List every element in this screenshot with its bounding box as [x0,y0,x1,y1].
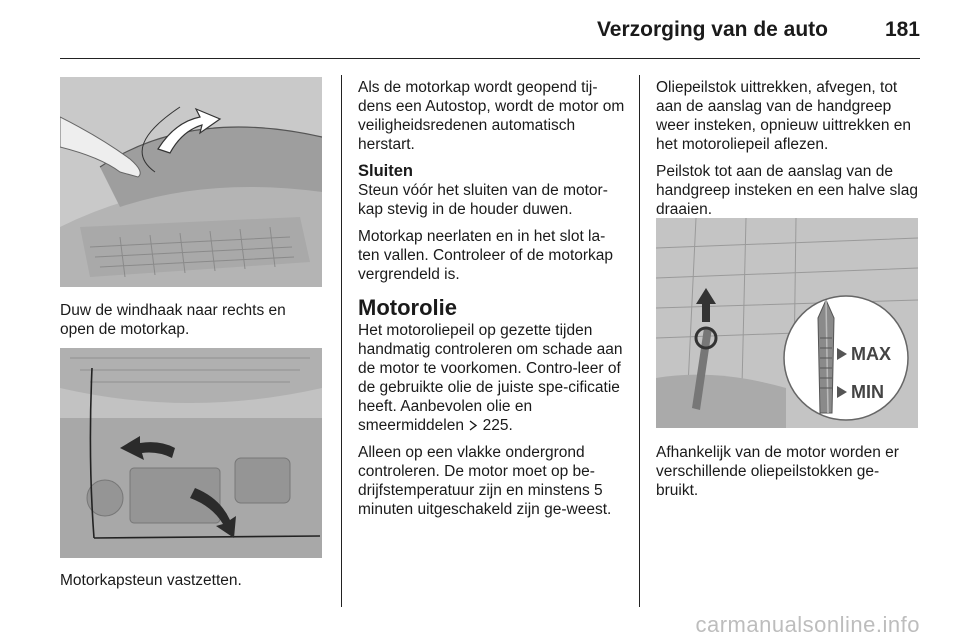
paragraph-motorkap-neerlaten: Motorkap neerlaten en in het slot la-ten vallen. Controleer of de motorkap vergrendeld is. [358,228,614,283]
header-divider [60,58,920,59]
paragraph-oliepeil [358,321,626,435]
paragraph-steun: Steun vóór het sluiten van de motor-kap stevig in de houder duwen. [358,182,608,218]
right-column-top [656,78,922,227]
page-reference-link[interactable]: 225. [482,417,513,434]
column-divider-1 [341,75,342,607]
paragraph-oliepeilstok: Oliepeilstok uittrekken, afvegen, tot aan de aanslag van de handgreep weer insteken, opnieuw uittrekken en het motoroliepeil aflezen. [656,79,912,153]
figure-open-hood [60,77,322,287]
caption-hood-support: Motorkapsteun vastzetten. [60,572,242,589]
page-header-title: Verzorging van de auto [596,18,828,41]
label-min: MIN [851,382,884,402]
middle-column [358,78,626,527]
paragraph-peilstok-insteken: Peilstok tot aan de aanslag van de handgreep insteken en een halve slag draaien. [656,163,918,218]
caption-dipsticks: Afhankelijk van de motor worden er verschillende oliepeilstokken ge-bruikt. [656,444,899,499]
paragraph-autostop: Als de motorkap wordt geopend tij-dens een Autostop, wordt de motor om veiligheidsredenen automatisch herstart. [358,79,625,153]
figure-dipstick [656,218,918,428]
column-divider-2 [639,75,640,607]
page-number: 181 [884,18,920,41]
watermark: carmanualsonline.info [695,612,920,637]
label-max: MAX [851,344,891,364]
figure-hood-support [60,348,322,558]
heading-motorolie: Motorolie [358,295,457,320]
heading-sluiten: Sluiten [358,162,414,180]
page-reference-icon [468,420,478,431]
paragraph-oliepeil-text: Het motoroliepeil op gezette tijden handmatig controleren om schade aan de motor te voorkomen. Contro-leer of de gebruikte olie de juiste spe-cificatie heeft. Aanbevolen olie en smeermiddelen [358,322,623,434]
paragraph-vlakke-ondergrond: Alleen op een vlakke ondergrond controleren. De motor moet op be-drijfstemperatuur zijn en minstens 5 minuten uitgeschakeld zijn ge-weest. [358,444,612,518]
caption-open-hood: Duw de windhaak naar rechts en open de motorkap. [60,302,286,338]
